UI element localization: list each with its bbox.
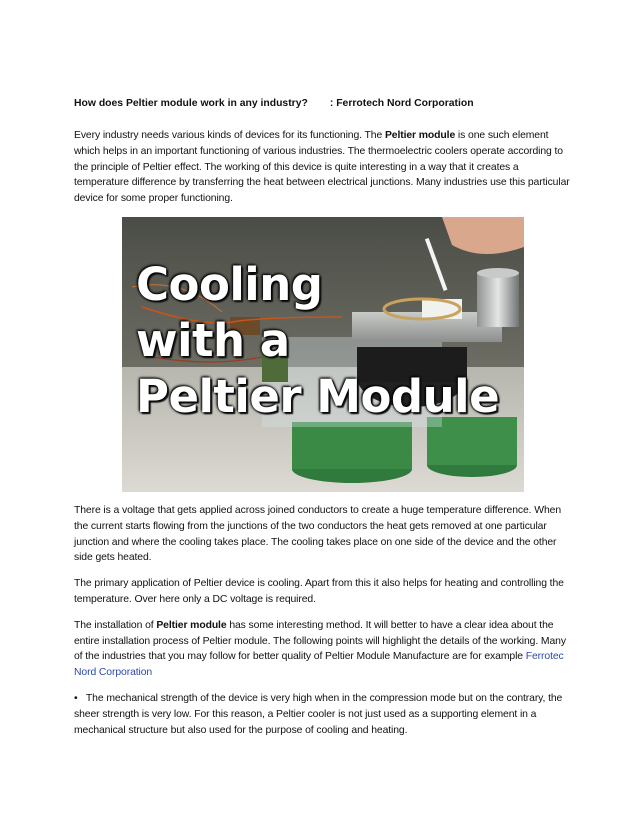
page-title	[74, 97, 570, 111]
ferrotec-link[interactable]: Ferrotec Nord Corporation	[74, 651, 564, 679]
title-company: : Ferrotech Nord Corporation	[329, 98, 474, 109]
bullet-marker: •	[74, 692, 78, 704]
bullet-item	[74, 691, 570, 738]
intro-bold-term: Peltier module	[384, 130, 456, 141]
peltier-photo	[122, 217, 524, 492]
bullet-text: The mechanical strength of the device is very high when in the compression mode but on the contrary, the sheer strength is very low. For this reason, a Peltier cooler is not just used as a supporting element in a mechanical structure but also used for the purpose of cooling and heating.	[74, 692, 563, 736]
document-content	[74, 97, 570, 748]
overlay-line-3: Peltier Module	[136, 369, 500, 423]
overlay-line-1: Cooling	[136, 257, 323, 311]
installation-paragraph	[74, 618, 570, 681]
intro-text-a: Every industry needs various kinds of devices for its functioning. The	[74, 130, 385, 141]
overlay-line-2: with a	[136, 313, 290, 367]
intro-text-b: is one such element which helps in an important functioning of various industries. The thermoelectric coolers operate according to the principle of Peltier effect. The working of this device is quite interesting in a way that it creates a temperature difference by transferring the heat between electrical junctions. Many industries use this particular device for some proper functioning.	[74, 130, 570, 205]
application-paragraph: The primary application of Peltier device is cooling. Apart from this it also helps for heating and controlling the temperature. Over here only a DC voltage is required.	[74, 578, 564, 605]
install-text-a: The installation of	[74, 619, 157, 631]
photo-caption-overlay	[136, 257, 499, 425]
voltage-paragraph: There is a voltage that gets applied across joined conductors to create a huge temperature difference. When the current starts flowing from the junctions of the two conductors the heat gets removed at one particular junction and where the cooling takes place. The cooling takes place on one side of the device and the other side gets heated.	[74, 504, 562, 564]
install-text-b: has some interesting method. It will better to have a clear idea about the entire installation process of Peltier module. The following points will highlight the details of the working. Many of the industries that you may follow for better quality of Peltier Module Manufacture are for example	[74, 619, 566, 663]
intro-paragraph	[74, 128, 570, 207]
install-bold-term: Peltier module	[156, 619, 227, 631]
title-main: How does Peltier module work in any industry?	[74, 98, 308, 109]
